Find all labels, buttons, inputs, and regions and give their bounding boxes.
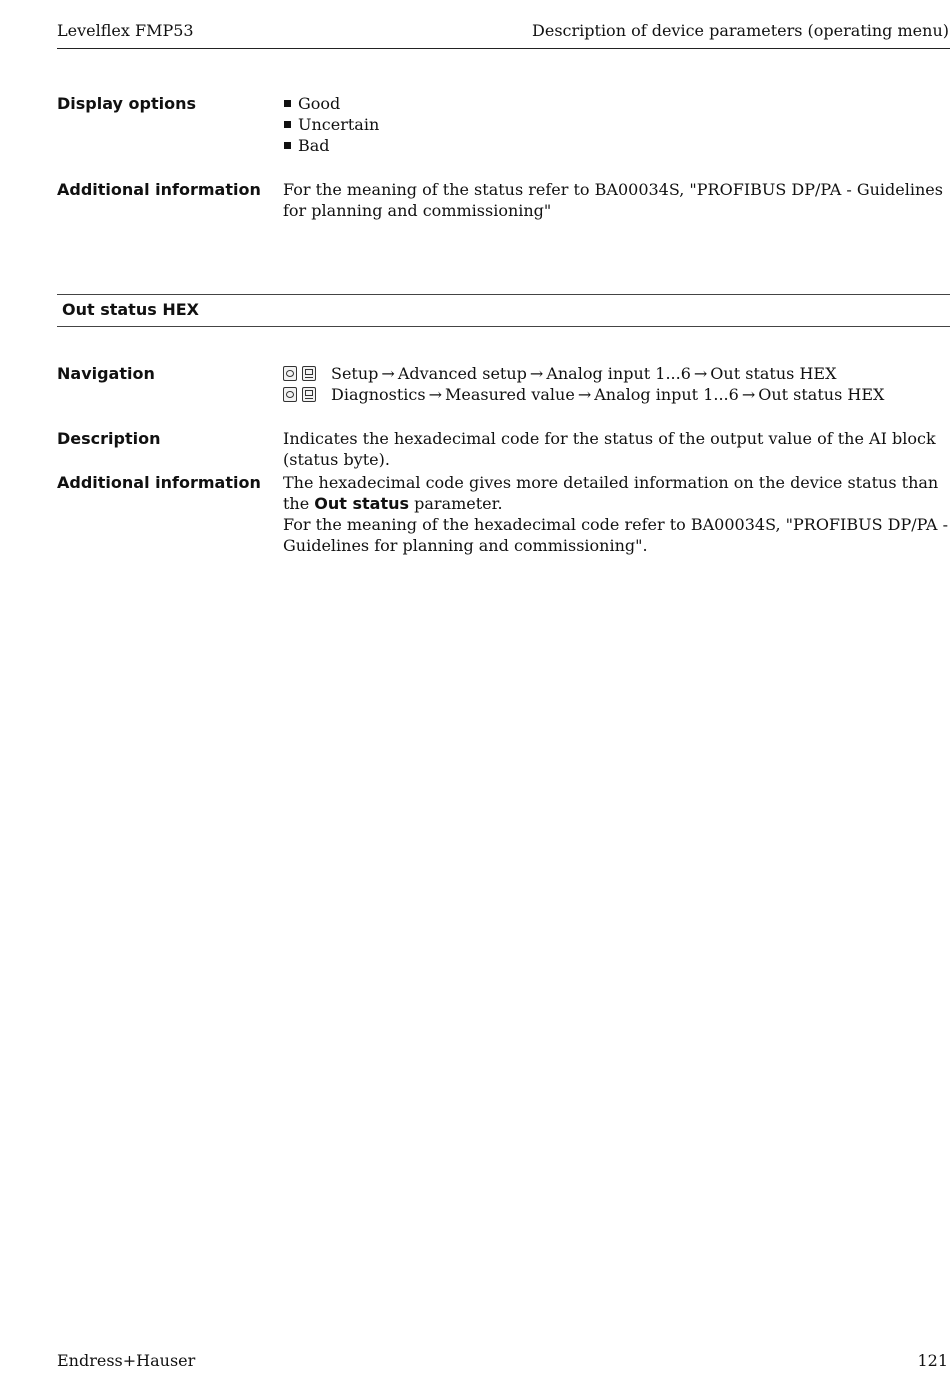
text-run: parameter. bbox=[409, 494, 503, 513]
nav-step: Measured value bbox=[445, 385, 575, 404]
additional-info-text: For the meaning of the status refer to BA00034S, "PROFIBUS DP/PA - Guidelines for planning and commissioning" bbox=[283, 180, 943, 220]
display-options-list bbox=[283, 93, 950, 156]
square-bullet-icon bbox=[284, 100, 291, 107]
page-number: 121 bbox=[917, 1351, 948, 1370]
description-text: Indicates the hexadecimal code for the status of the output value of the AI block (status byte). bbox=[283, 429, 936, 469]
nav-step: Out status HEX bbox=[758, 385, 885, 404]
nav-step: Analog input 1...6 bbox=[546, 364, 691, 383]
additional-info-label: Additional information bbox=[57, 473, 261, 492]
page-footer bbox=[57, 1350, 950, 1372]
navigation-path bbox=[283, 384, 950, 405]
additional-info-paragraph bbox=[283, 472, 950, 514]
option-item bbox=[283, 114, 950, 135]
arrow-right-icon: → bbox=[529, 364, 544, 383]
arrow-right-icon: → bbox=[741, 385, 756, 404]
text-run: The hexadecimal code gives more detailed information on the device status than the bbox=[283, 473, 939, 513]
page-header bbox=[57, 20, 950, 49]
parameter-name: Out status bbox=[314, 494, 410, 513]
additional-info-text bbox=[283, 472, 950, 556]
navigation-paths bbox=[283, 363, 950, 405]
arrow-right-icon: → bbox=[693, 364, 708, 383]
arrow-right-icon: → bbox=[381, 364, 395, 383]
option-item bbox=[283, 93, 950, 114]
section-header bbox=[57, 294, 950, 327]
chapter-title: Description of device parameters (operating menu) bbox=[532, 21, 949, 40]
nav-step: Advanced setup bbox=[397, 364, 527, 383]
operator-icon bbox=[283, 366, 297, 381]
product-name: Levelflex FMP53 bbox=[57, 21, 194, 40]
nav-step: Analog input 1...6 bbox=[594, 385, 739, 404]
section-title: Out status HEX bbox=[62, 300, 199, 319]
additional-info-label: Additional information bbox=[57, 180, 261, 199]
brand-name: Endress+Hauser bbox=[57, 1351, 196, 1370]
option-label: Bad bbox=[298, 136, 330, 155]
navigation-path bbox=[283, 363, 950, 384]
option-item bbox=[283, 135, 950, 156]
square-bullet-icon bbox=[284, 121, 291, 128]
nav-step: Diagnostics bbox=[331, 385, 426, 404]
option-label: Uncertain bbox=[298, 115, 380, 134]
arrow-right-icon: → bbox=[577, 385, 592, 404]
additional-info-paragraph: For the meaning of the hexadecimal code refer to BA00034S, "PROFIBUS DP/PA - Guidelines for planning and commissioning". bbox=[283, 515, 948, 555]
description-label: Description bbox=[57, 429, 161, 448]
square-bullet-icon bbox=[284, 142, 291, 149]
display-icon bbox=[302, 387, 316, 402]
navigation-label: Navigation bbox=[57, 364, 155, 383]
nav-step: Out status HEX bbox=[710, 364, 837, 383]
arrow-right-icon: → bbox=[428, 385, 442, 404]
operator-icon bbox=[283, 387, 297, 402]
display-options-value bbox=[283, 93, 950, 156]
display-icon bbox=[302, 366, 316, 381]
nav-step: Setup bbox=[331, 364, 379, 383]
option-label: Good bbox=[298, 94, 341, 113]
display-options-label: Display options bbox=[57, 94, 197, 113]
